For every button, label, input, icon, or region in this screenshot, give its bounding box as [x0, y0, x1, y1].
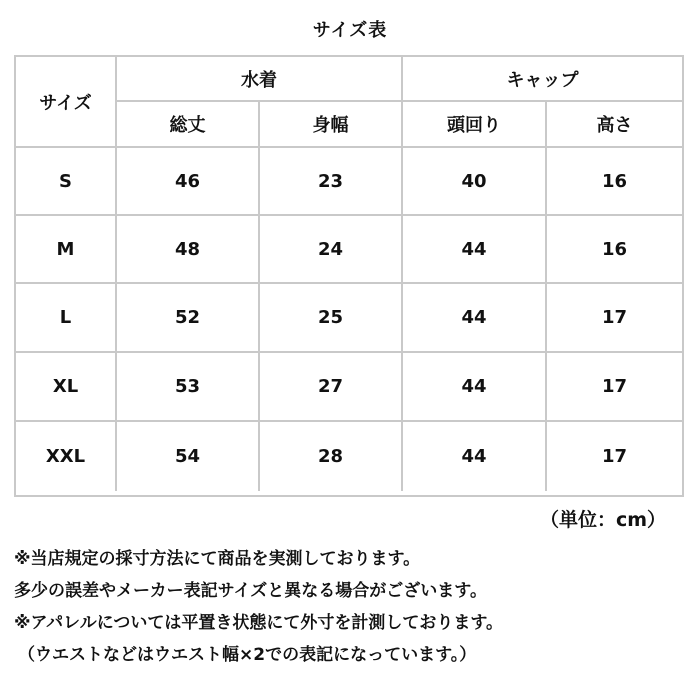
cap-group-header: キャップ [403, 57, 682, 102]
head-header: 頭回り [403, 102, 547, 148]
width-header: 身幅 [260, 102, 403, 148]
length-cell: 46 [117, 148, 260, 216]
note-line: ※当店規定の採寸方法にて商品を実測しております。 [14, 549, 421, 569]
head-cell: 44 [403, 422, 547, 491]
length-cell: 54 [117, 422, 260, 491]
unit-label: （単位：cm） [539, 509, 666, 531]
length-cell: 48 [117, 216, 260, 284]
head-cell: 44 [403, 353, 547, 422]
length-header: 総丈 [117, 102, 260, 148]
size-cell: L [16, 284, 117, 353]
swimwear-group-header: 水着 [117, 57, 403, 102]
length-cell: 52 [117, 284, 260, 353]
note-line: 多少の誤差やメーカー表記サイズと異なる場合がございます。 [14, 581, 487, 601]
height-cell: 17 [547, 353, 682, 422]
width-cell: 24 [260, 216, 403, 284]
height-cell: 17 [601, 446, 628, 467]
notes [14, 543, 684, 671]
height-cell: 17 [547, 284, 682, 353]
width-cell: 25 [260, 284, 403, 353]
height-header: 高さ [547, 102, 682, 148]
size-cell: XL [16, 353, 117, 422]
size-cell: S [16, 148, 117, 216]
head-cell: 44 [403, 284, 547, 353]
length-cell: 53 [117, 353, 260, 422]
height-cell: 16 [547, 216, 682, 284]
size-header: サイズ [16, 57, 117, 148]
size-cell: XXL [16, 422, 117, 491]
width-cell: 28 [260, 422, 403, 491]
size-table [14, 55, 684, 497]
note-line: （ウエストなどはウエスト幅×2での表記になっています。） [18, 645, 477, 665]
page-title: サイズ表 [312, 20, 388, 41]
width-cell: 23 [260, 148, 403, 216]
size-cell: M [16, 216, 117, 284]
note-line: ※アパレルについては平置き状態にて外寸を計測しております。 [14, 613, 504, 633]
width-cell: 27 [260, 353, 403, 422]
height-cell: 16 [547, 148, 682, 216]
head-cell: 44 [403, 216, 547, 284]
head-cell: 40 [403, 148, 547, 216]
